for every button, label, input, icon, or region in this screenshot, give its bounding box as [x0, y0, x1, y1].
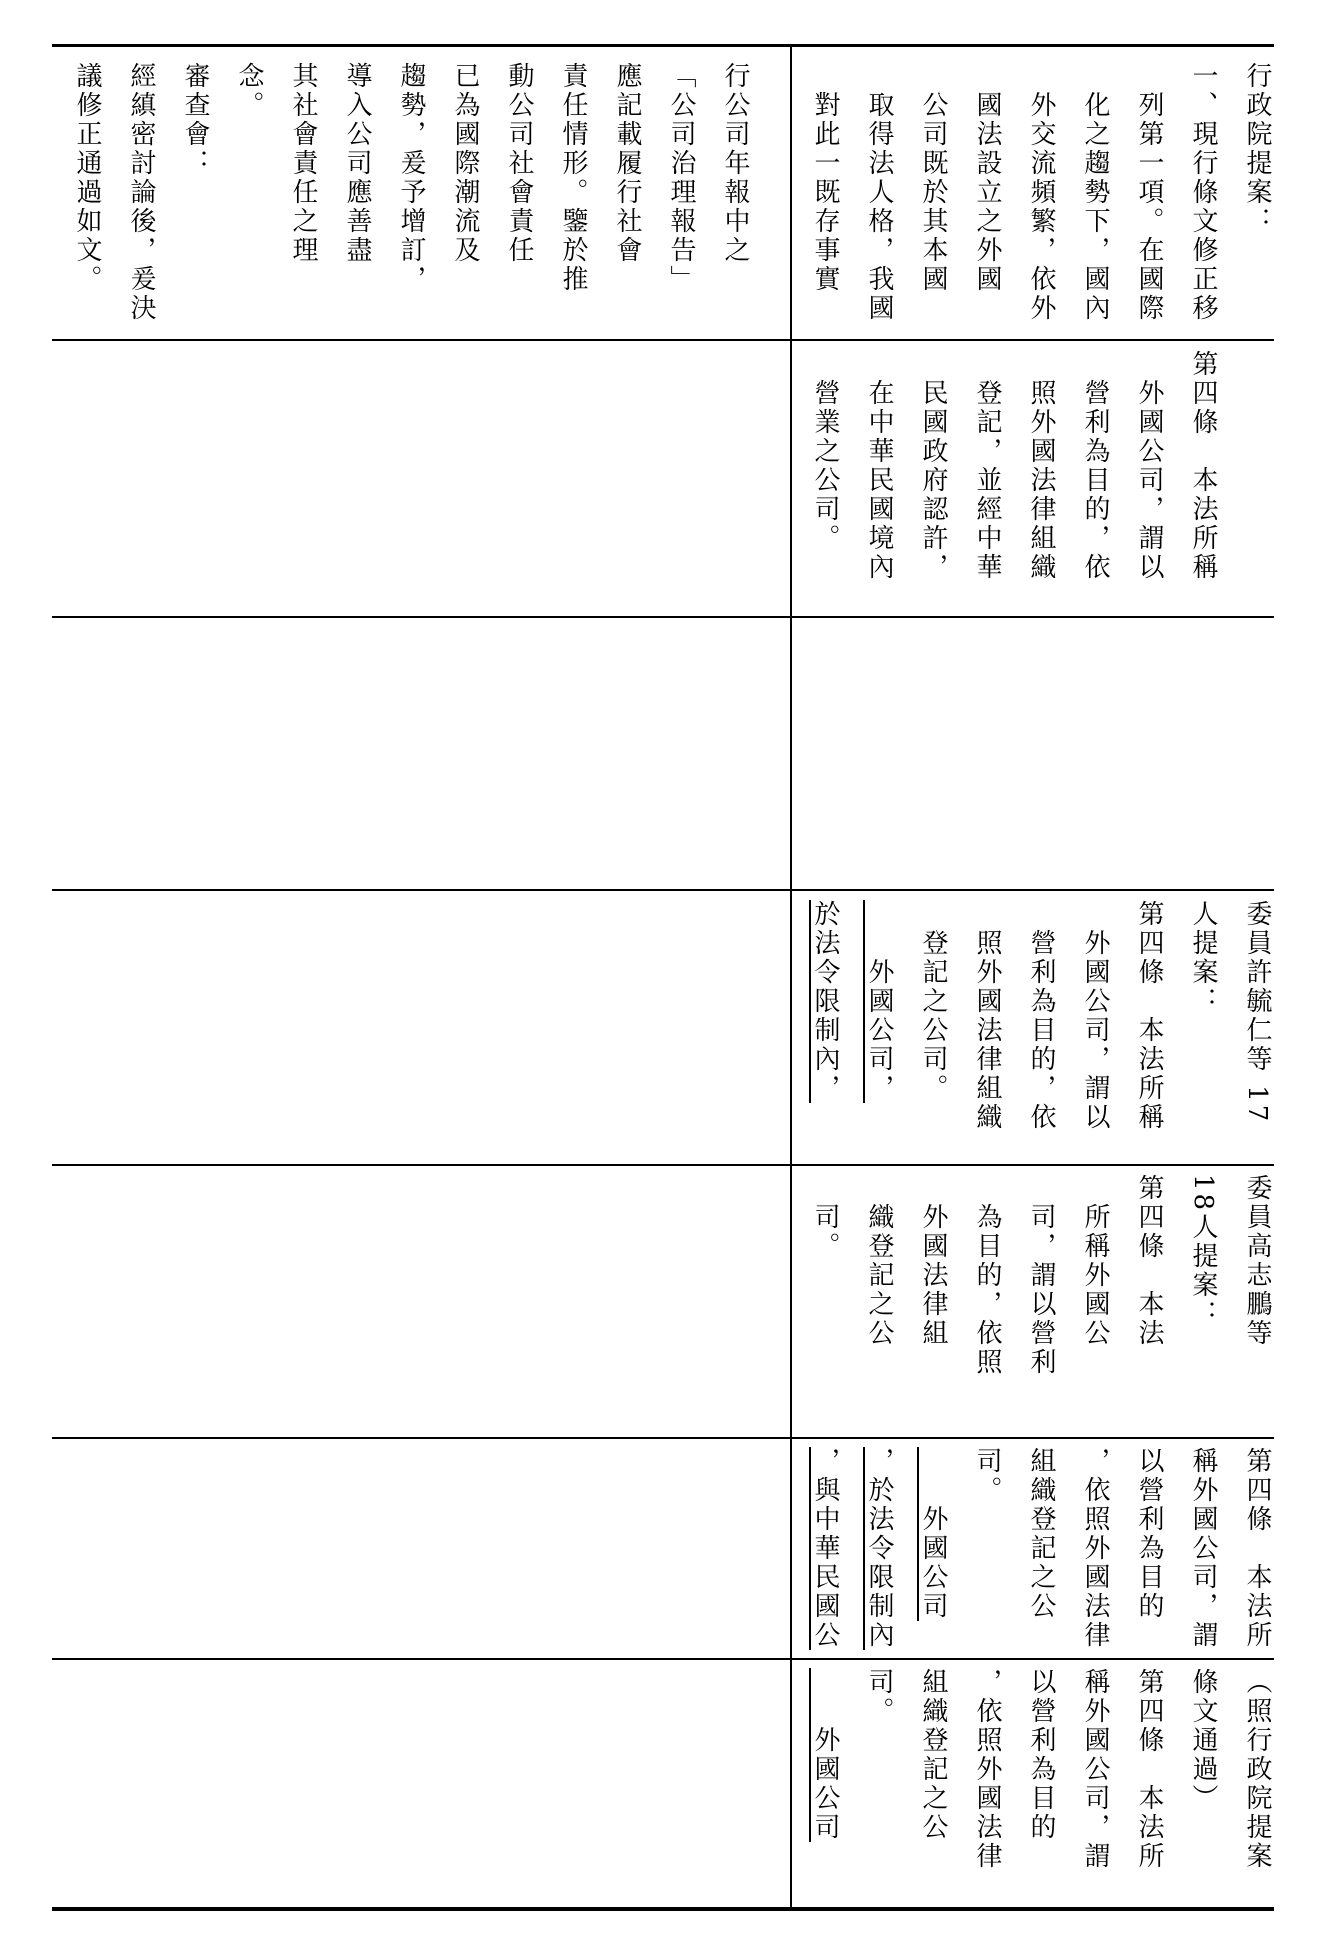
- text-line: ，於法令限制內: [864, 1447, 894, 1650]
- right-cell-row-2-text: [798, 350, 1230, 610]
- text-line: 外國公司: [810, 1668, 840, 1842]
- text-line: 行政院提案：: [1242, 62, 1272, 236]
- text-line: 第四條 本法所稱: [1188, 350, 1218, 582]
- text-line: 司。: [864, 1668, 894, 1726]
- row-separator: [52, 1437, 1274, 1439]
- text-line: 稱外國公司，謂: [1188, 1447, 1218, 1650]
- text-line: 照外國法律組織: [1026, 350, 1056, 582]
- text-line: 照外國法律組織: [972, 900, 1002, 1132]
- text-line: 外國公司，謂以: [1134, 350, 1164, 582]
- text-line: 應記載履行社會: [612, 62, 642, 265]
- text-line: 列第一項。在國際: [1134, 62, 1164, 323]
- text-line: 織登記之公: [864, 1174, 894, 1348]
- text-line: 司。: [810, 1174, 840, 1261]
- text-line: 外國法律組: [918, 1174, 948, 1348]
- text-line: 趨勢，爰予增訂，: [396, 62, 426, 294]
- text-line: 議修正通過如文。: [72, 62, 102, 294]
- text-line: 人提案：: [1188, 900, 1218, 1016]
- text-line: 審查會：: [180, 62, 210, 178]
- row-separator: [52, 616, 1274, 618]
- text-line: 國法設立之外國: [972, 62, 1002, 294]
- text-line: 公司既於其本國: [918, 62, 948, 294]
- text-line: 組織登記之公: [918, 1668, 948, 1842]
- text-line: 化之趨勢下，國內: [1080, 62, 1110, 323]
- right-cell-row-1: [798, 62, 1272, 332]
- column-divider: [790, 44, 792, 1910]
- text-line: 第四條 本法所稱: [1134, 900, 1164, 1132]
- text-line: 經縝密討論後，爰決: [126, 62, 156, 323]
- right-cell-row-6: [798, 1447, 1272, 1652]
- text-line: 組織登記之公: [1026, 1447, 1056, 1621]
- right-cell-row-7-text: [798, 1668, 1284, 1902]
- right-cell-row-3: [798, 626, 1268, 882]
- right-cell-row-2: [798, 350, 1268, 610]
- text-line: 為目的，依照: [972, 1174, 1002, 1377]
- text-line: 外國公司: [918, 1447, 948, 1621]
- text-line: 責任情形。鑒於推: [558, 62, 588, 294]
- text-line: 司。: [972, 1447, 1002, 1505]
- text-line: 委員高志鵬等: [1242, 1174, 1272, 1348]
- right-cell-row-4: [798, 900, 1272, 1158]
- right-cell-row-1-text: [798, 62, 1284, 332]
- text-line: 外國公司，: [864, 900, 894, 1103]
- text-line: 外交流頻繁，依外: [1026, 62, 1056, 323]
- text-line: ，與中華民國公: [810, 1447, 840, 1650]
- text-line: 營業之公司。: [810, 350, 840, 553]
- text-line: 以營利為目的: [1026, 1668, 1056, 1842]
- text-line: 所稱外國公: [1080, 1174, 1110, 1348]
- row-separator: [52, 1658, 1274, 1660]
- bottom-rule: [52, 1907, 1274, 1911]
- text-line: 念。: [234, 62, 264, 120]
- text-line: 動公司社會責任: [504, 62, 534, 265]
- text-line: 其社會責任之理: [288, 62, 318, 265]
- text-line: 第四條 本法所: [1242, 1447, 1272, 1650]
- text-line: 登記，並經中華: [972, 350, 1002, 582]
- text-line: 營利為目的，依: [1026, 900, 1056, 1132]
- text-line: 18人提案：: [1188, 1174, 1218, 1330]
- top-rule: [52, 44, 1274, 47]
- text-line: 取得法人格，我國: [864, 62, 894, 323]
- text-line: 司，謂以營利: [1026, 1174, 1056, 1377]
- text-line: 在中華民國境內: [864, 350, 894, 582]
- right-cell-row-6-text: [798, 1447, 1284, 1652]
- text-line: 對此一既存事實: [810, 62, 840, 294]
- text-line: 營利為目的，依: [1080, 350, 1110, 582]
- text-line: 導入公司應善盡: [342, 62, 372, 265]
- text-line: 條文通過）: [1188, 1668, 1218, 1813]
- right-cell-row-7: [798, 1668, 1272, 1902]
- row-separator: [52, 889, 1274, 891]
- text-line: 第四條 本法: [1134, 1174, 1164, 1348]
- text-line: 「公司治理報告」: [666, 62, 696, 294]
- text-line: ，依照外國法律: [1080, 1447, 1110, 1650]
- right-cell-row-5: [798, 1174, 1272, 1430]
- text-line: 已為國際潮流及: [450, 62, 480, 265]
- text-line: 行公司年報中之: [720, 62, 750, 265]
- text-line: 於法令限制內，: [810, 900, 840, 1103]
- text-line: 以營利為目的: [1134, 1447, 1164, 1621]
- text-line: 外國公司，謂以: [1080, 900, 1110, 1132]
- right-cell-row-4-text: [798, 900, 1284, 1158]
- text-line: 登記之公司。: [918, 900, 948, 1103]
- right-cell-row-5-text: [798, 1174, 1284, 1430]
- text-line: （照行政院提案: [1242, 1668, 1272, 1871]
- text-line: 民國政府認許，: [918, 350, 948, 582]
- text-line: 第四條 本法所: [1134, 1668, 1164, 1871]
- row-separator: [52, 339, 1274, 341]
- text-line: ，依照外國法律: [972, 1668, 1002, 1871]
- text-line: 稱外國公司，謂: [1080, 1668, 1110, 1871]
- text-line: 一、現行條文修正移: [1188, 62, 1218, 323]
- row-separator: [52, 1164, 1274, 1166]
- left-cell-row-1-text: [60, 62, 762, 332]
- left-cell-row-1: [60, 62, 782, 332]
- text-line: 委員許毓仁等 17: [1242, 900, 1272, 1125]
